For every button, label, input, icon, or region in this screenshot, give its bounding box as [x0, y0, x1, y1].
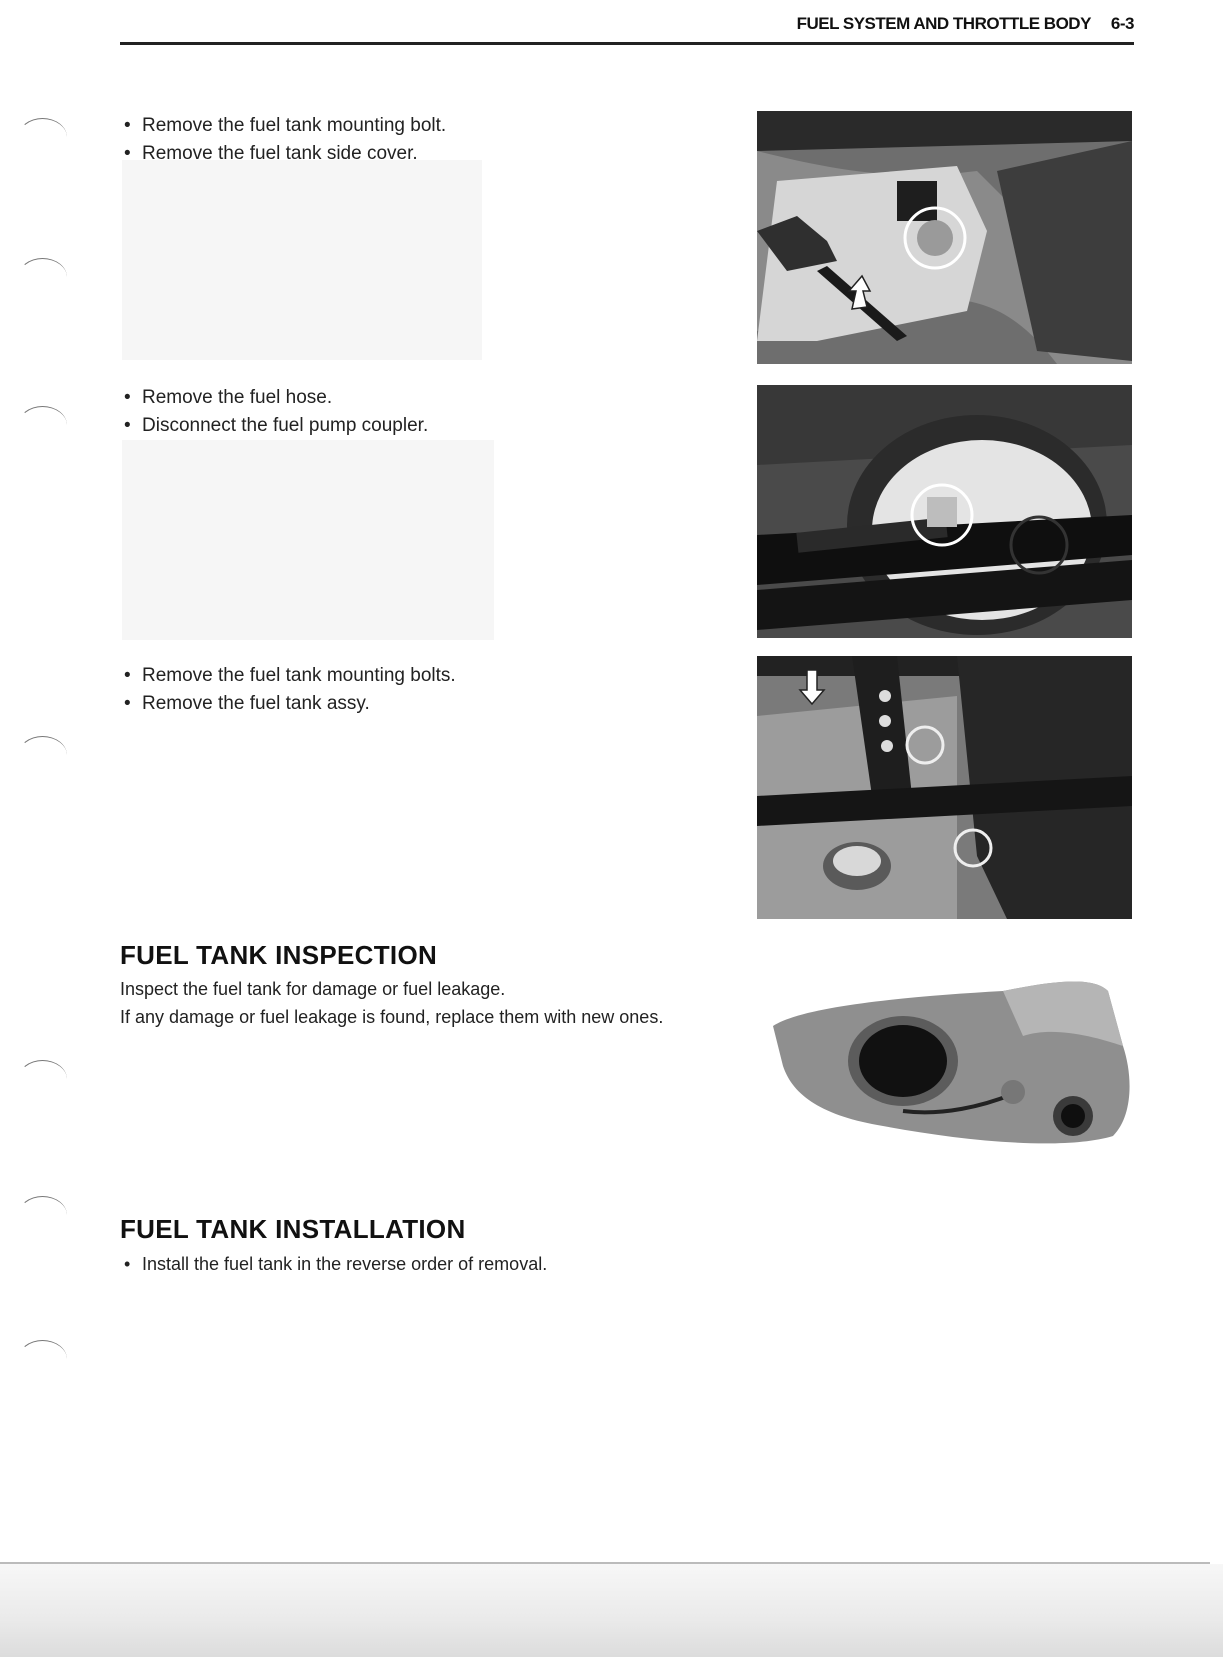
binder-hole-mark	[18, 736, 67, 759]
photo-fuel-tank	[763, 966, 1135, 1154]
list-item: • Remove the fuel tank assy.	[120, 690, 456, 718]
step-3-instructions	[120, 662, 456, 718]
header-rule	[120, 42, 1134, 45]
bleed-through-shade	[122, 160, 482, 360]
binder-hole-mark	[18, 1340, 67, 1363]
binder-hole-mark	[18, 258, 67, 281]
inspection-line-2: If any damage or fuel leakage is found, replace them with new ones.	[120, 1007, 664, 1027]
step-2-instructions	[120, 384, 428, 440]
binder-hole-mark	[18, 1196, 67, 1219]
section-heading-inspection: FUEL TANK INSPECTION	[120, 940, 438, 970]
step-1-instructions	[120, 112, 446, 168]
binder-hole-mark	[18, 118, 67, 141]
list-item: • Remove the fuel tank mounting bolt.	[120, 112, 446, 140]
photo-fuel-hose-coupler	[757, 385, 1132, 638]
list-item: • Disconnect the fuel pump coupler.	[120, 412, 428, 440]
bleed-through-shade	[122, 440, 494, 640]
section-heading-installation: FUEL TANK INSTALLATION	[120, 1214, 466, 1244]
list-item: • Remove the fuel tank mounting bolts.	[120, 662, 456, 690]
binder-hole-mark	[18, 1060, 67, 1083]
inspection-line-1: Inspect the fuel tank for damage or fuel leakage.	[120, 979, 506, 999]
list-item: • Install the fuel tank in the reverse order of removal.	[120, 1250, 547, 1278]
section-title-header: FUEL SYSTEM AND THROTTLE BODY	[796, 14, 1091, 33]
page-header	[120, 14, 1134, 46]
binder-hole-mark	[18, 406, 67, 429]
list-item: • Remove the fuel tank side cover.	[120, 140, 446, 168]
photo-fuel-tank-mounting-bolt	[757, 111, 1132, 364]
list-item: • Remove the fuel hose.	[120, 384, 428, 412]
photo-fuel-tank-mounting-bolts	[757, 656, 1132, 919]
installation-instructions	[120, 1250, 547, 1278]
scan-shadow	[0, 1564, 1223, 1657]
page-number: 6-3	[1110, 14, 1134, 33]
